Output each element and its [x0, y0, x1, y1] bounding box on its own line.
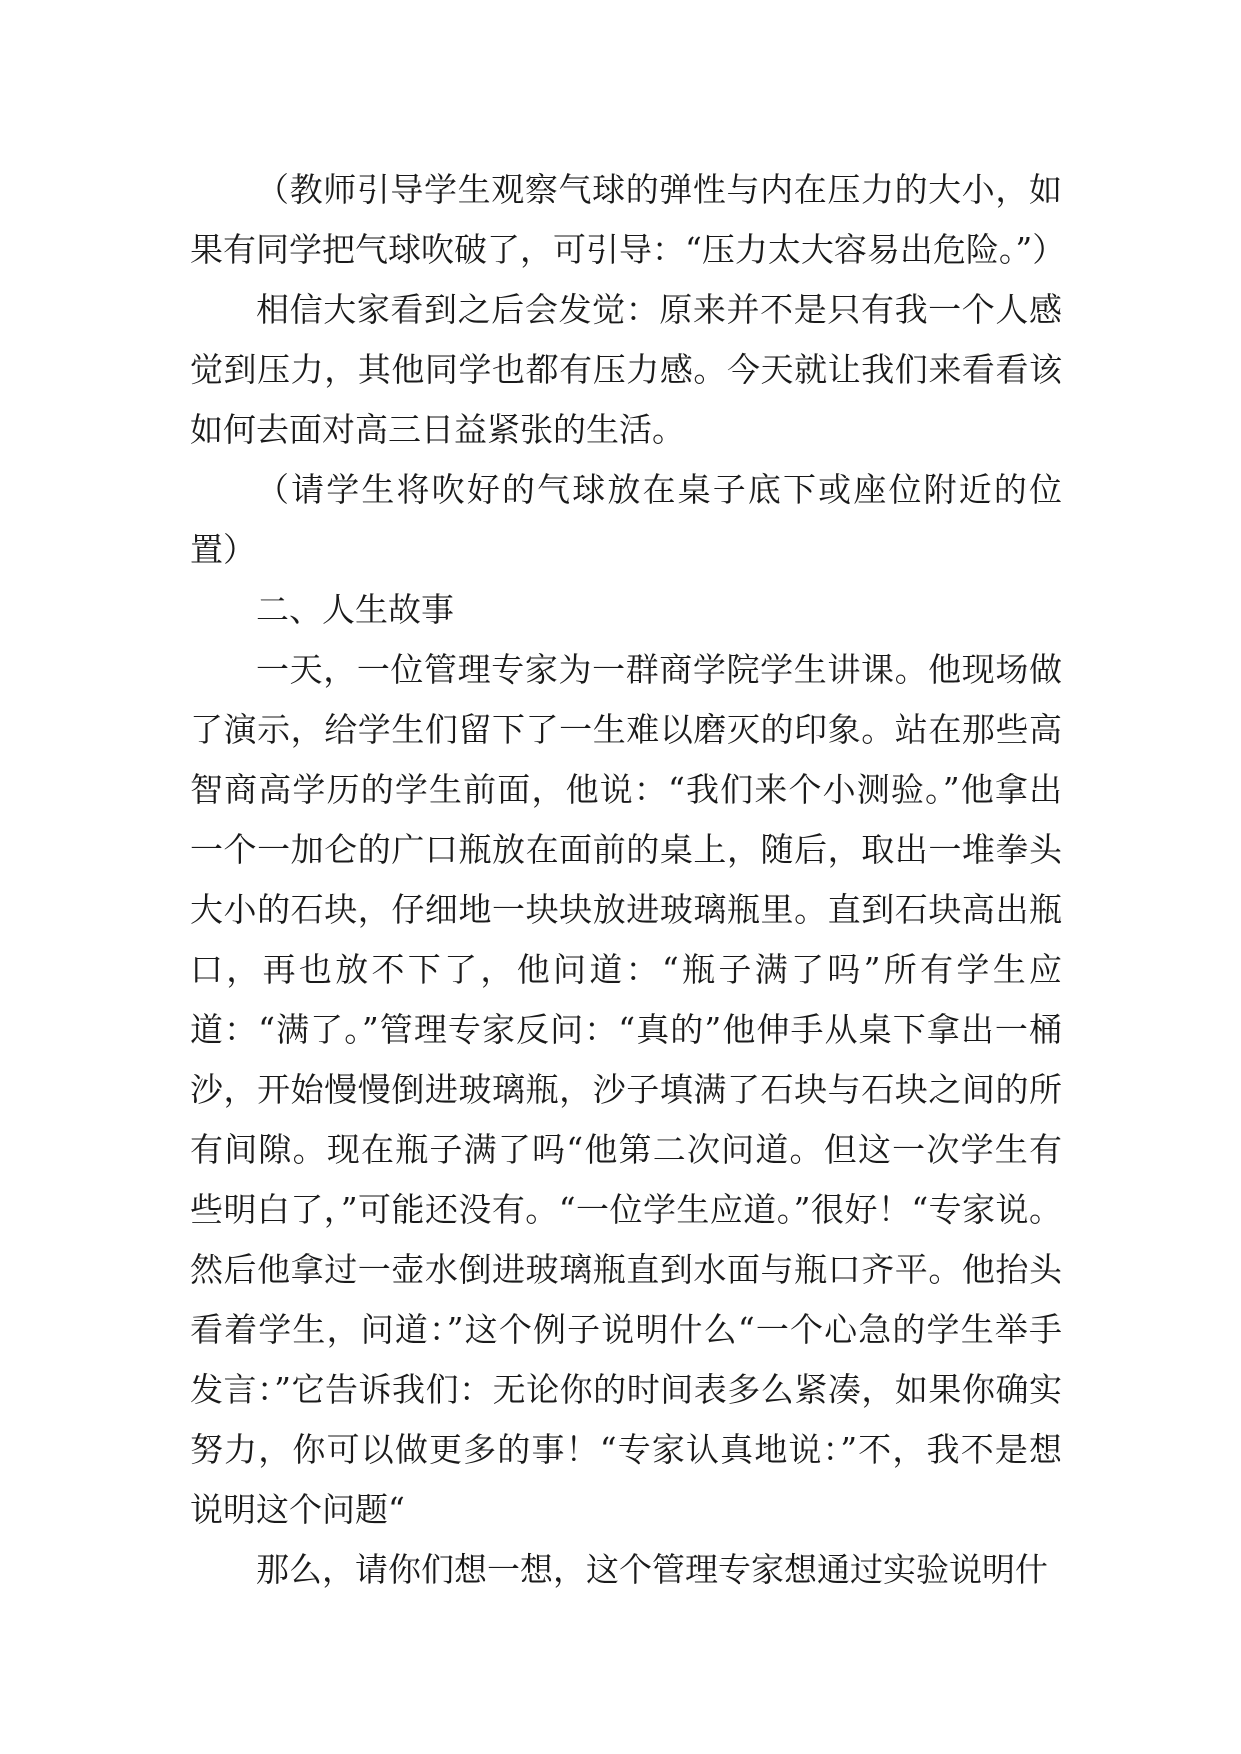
- paragraph-question: 那么，请你们想一想，这个管理专家想通过实验说明什: [256, 1550, 1048, 1589]
- paragraph-balloon-placement: （请学生将吹好的气球放在桌子底下或座位附近的位置）: [190, 470, 1062, 569]
- section-heading-life-story: 二、人生故事: [256, 590, 454, 629]
- paragraph-pressure-feeling: 相信大家看到之后会发觉：原来并不是只有我一个人感觉到压力，其他同学也都有压力感。今天就让我们来看看该如何去面对高三日益紧张的生活。: [190, 290, 1062, 449]
- paragraph-story: 一天，一位管理专家为一群商学院学生讲课。他现场做了演示，给学生们留下了一生难以磨灭的印象。站在那些高智商高学历的学生前面，他说：“我们来个小测验。”他拿出一个一加仑的广口瓶放在面前的桌上，随后，取出一堆拳头大小的石块，仔细地一块块放进玻璃瓶里。直到石块高出瓶口，再也放不下了，他问道：“瓶子满了吗”所有学生应道：“满了。”管理专家反问：“真的”他伸手从桌下拿出一桶沙，开始慢慢倒进玻璃瓶，沙子填满了石块与石块之间的所有间隙。现在瓶子满了吗“他第二次问道。但这一次学生有些明白了，”可能还没有。“一位学生应道。”很好！“专家说。然后他拿过一壶水倒进玻璃瓶直到水面与瓶口齐平。他抬头看着学生，问道：”这个例子说明什么“一个心急的学生举手发言：”它告诉我们：无论你的时间表多么紧凑，如果你确实努力，你可以做更多的事！“专家认真地说：”不，我不是想说明这个问题“: [190, 650, 1062, 1529]
- body-text: [190, 160, 1066, 1600]
- paragraph-teacher-guidance: （教师引导学生观察气球的弹性与内在压力的大小，如果有同学把气球吹破了，可引导：“压力太大容易出危险。”）: [190, 170, 1066, 269]
